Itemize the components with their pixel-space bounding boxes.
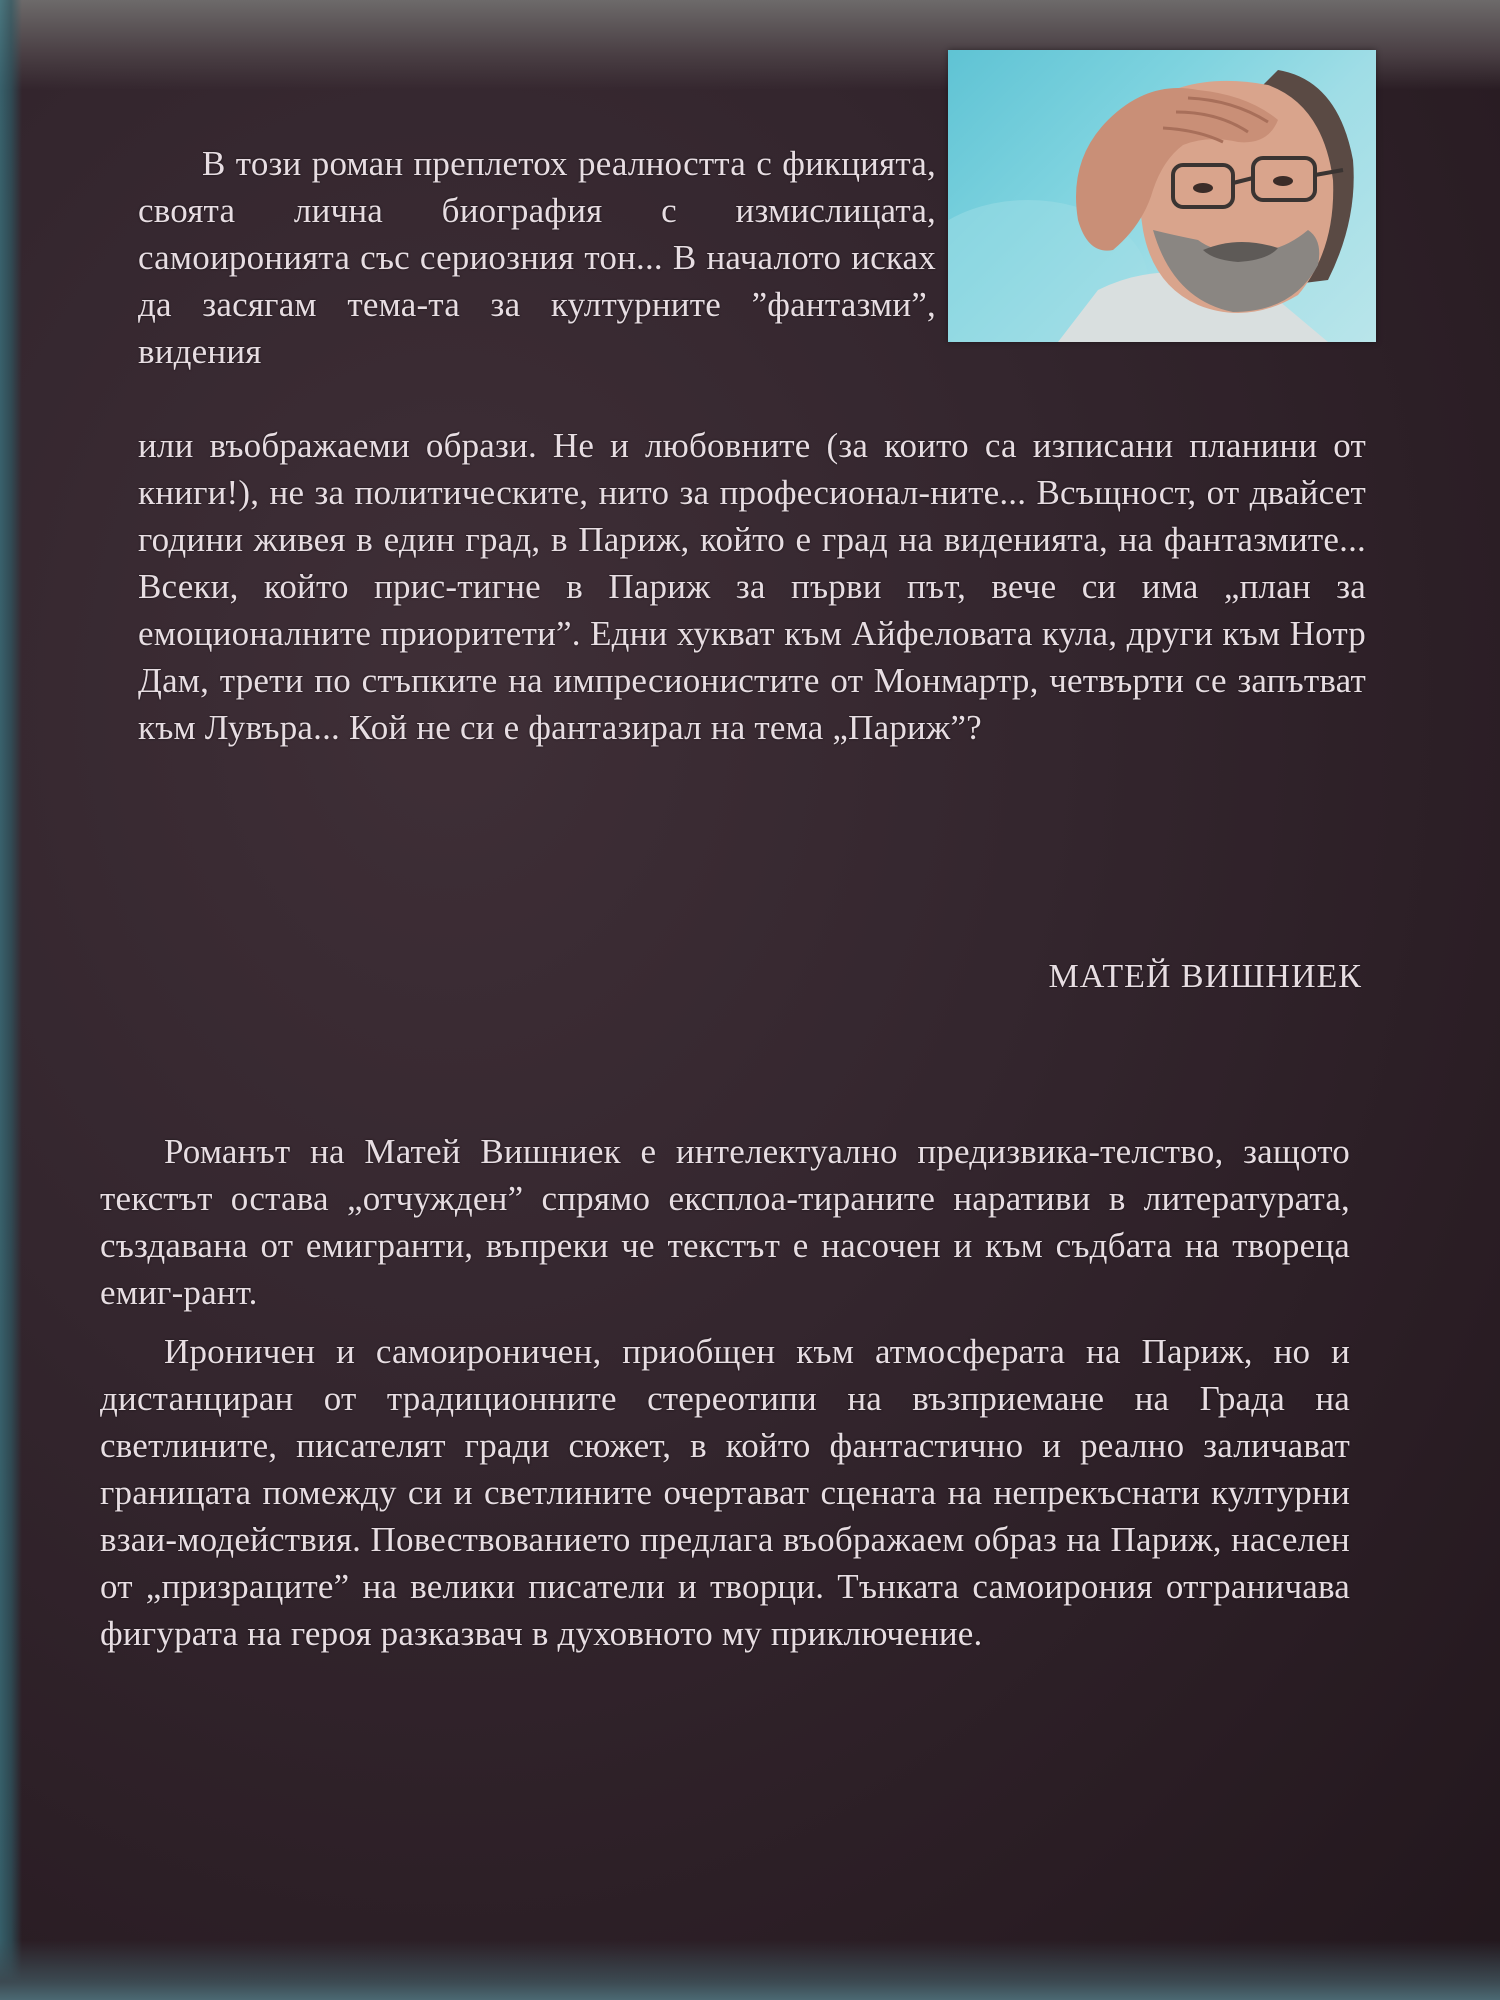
quote-text-top: В този роман преплетох реалността с фикцията, своята лична биография с измислицата, самоиронията със сериозния тон... В началото исках да засягам тема-та за културните ”фантазми”, видения (138, 144, 936, 371)
author-name: МАТЕЙ ВИШНИЕК (1048, 958, 1362, 995)
bottom-edge (0, 1940, 1500, 2000)
quote-paragraph-top (138, 140, 936, 375)
quote-paragraph-rest (138, 422, 1366, 751)
quote-text-rest: или въображаеми образи. Не и любовните (за които са изписани планини от книги!), не за политическите, нито за професионал-ните... Всъщност, от двайсет години живея в един град, в Париж, който е град на виденията, на фантазмите... Всеки, който прис-тигне в Париж за първи път, вече си има „план за емоционалните приоритети”. Едни хукват към Айфеловата кула, други към Нотр Дам, трети по стъпките на импресионистите от Монмартр, четвърти се запътват към Лувъра... Кой не си е фантазирал на тема „Париж”? (138, 426, 1366, 747)
cover-left-edge (0, 0, 22, 2000)
review-paragraph-2: Ироничен и самоироничен, приобщен към атмосферата на Париж, но и дистанциран от традиционните стереотипи на възприемане на Града на светлините, писателят гради сюжет, в който фантастично и реално заличават границата помежду си и светлините очертават сцената на непрекъснати културни взаи-модействия. Повествованието предлага въображаем образ на Париж, населен от „призраците” на велики писатели и творци. Тънката самоирония отграничава фигурата на героя разказвач в духовното му приключение. (100, 1332, 1350, 1653)
review-paragraph-1: Романът на Матей Вишниек е интелектуално предизвика-телство, защото текстът остава „отчужден” спрямо експлоа-тираните наративи в литературата, създавана от емигранти, въпреки че текстът е насочен и към съдбата на твореца емиг-рант. (100, 1132, 1350, 1312)
author-portrait-photo (948, 50, 1376, 342)
review-text (100, 1128, 1350, 1657)
